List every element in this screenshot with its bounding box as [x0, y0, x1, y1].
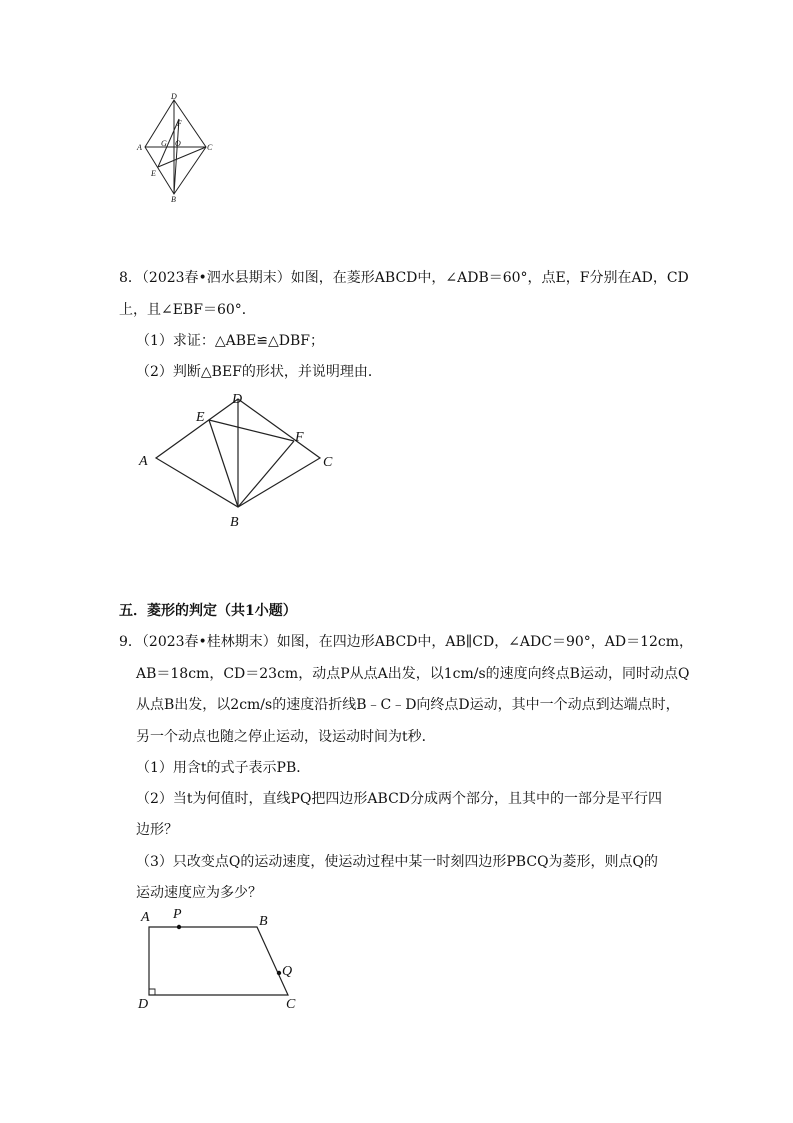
- q9-part-1: （1）用含t的式子表示PB．: [136, 760, 311, 776]
- q9-part-3: （3）只改变点Q的运动速度，使运动过程中某一时刻四边形PBCQ为菱形，则点Q的: [136, 854, 659, 870]
- figure-trapezoid-q9: [130, 900, 310, 1015]
- q9-part-3-cont: 运动速度应为多少？: [136, 885, 262, 901]
- q9-part-2-cont: 边形？: [136, 822, 178, 838]
- label-d: D: [232, 392, 243, 407]
- label-c: C: [323, 455, 333, 470]
- label-d: D: [171, 92, 177, 101]
- label-a: A: [137, 143, 142, 152]
- segment-bf: [238, 441, 294, 507]
- label-b: B: [259, 914, 268, 929]
- label-a: A: [139, 454, 148, 469]
- q9-line-2: AB＝18cm，CD＝23cm，动点P从点A出发，以1cm/s的速度向终点B运动，同时动点Q: [136, 666, 690, 682]
- q8-part-2: （2）判断△BEF的形状，并说明理由．: [136, 364, 382, 380]
- q9-part-2: （2）当t为何值时，直线PQ把四边形ABCD分成两个部分，且其中的一部分是平行四: [136, 791, 663, 807]
- label-b: B: [230, 515, 239, 530]
- q8-line-2: 上，且∠EBF＝60°．: [119, 302, 256, 318]
- label-c: C: [286, 997, 296, 1012]
- label-a: A: [141, 910, 150, 925]
- label-b: B: [171, 195, 176, 202]
- q8-line-1: 8．（2023春•泗水县期末）如图，在菱形ABCD中，∠ADB＝60°，点E，F分别在AD，CD: [119, 270, 689, 286]
- segment-be: [209, 420, 238, 507]
- label-q: Q: [282, 964, 293, 979]
- label-f: F: [295, 430, 304, 445]
- label-f: F: [177, 119, 182, 128]
- label-c: C: [207, 143, 213, 152]
- q8-part-1: （1）求证：△ABE≌△DBF；: [136, 333, 325, 349]
- segment-fb: [174, 119, 179, 194]
- figure-rhombus-small: [130, 90, 230, 202]
- label-d: D: [138, 997, 149, 1012]
- q9-line-3: 从点B出发，以2cm/s的速度沿折线B﹣C﹣D向终点D运动，其中一个动点到达端点时，: [136, 697, 680, 713]
- point-q: [277, 971, 281, 975]
- q9-line-1: 9．（2023春•桂林期末）如图，在四边形ABCD中，AB∥CD，∠ADC＝90°，AD＝12cm，: [119, 634, 694, 650]
- label-p: P: [173, 907, 182, 922]
- right-angle-mark: [149, 989, 155, 995]
- label-o: O: [175, 139, 181, 148]
- trapezoid-abcd: [149, 927, 288, 995]
- figure-rhombus-q8: [130, 385, 340, 535]
- label-g: G: [161, 139, 167, 148]
- label-e: E: [196, 410, 205, 425]
- label-e: E: [151, 169, 156, 178]
- q9-line-4: 另一个动点也随之停止运动，设运动时间为t秒．: [136, 729, 436, 745]
- point-p: [177, 925, 181, 929]
- section-heading: 五．菱形的判定（共1小题）: [119, 603, 297, 619]
